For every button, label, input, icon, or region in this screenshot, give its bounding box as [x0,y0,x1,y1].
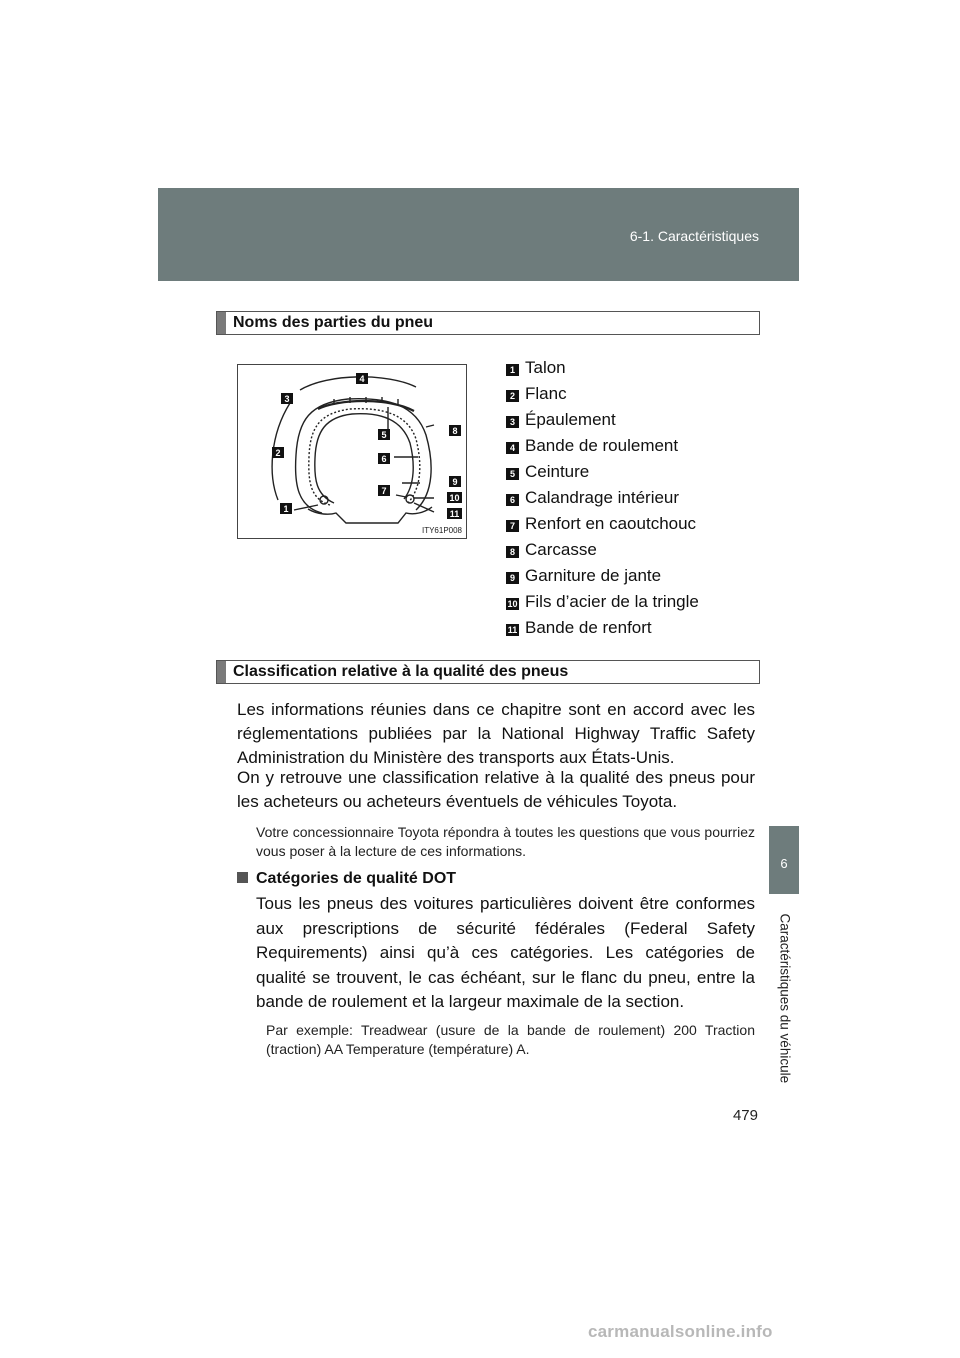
legend-number: 10 [507,599,518,609]
legend-number: 8 [506,546,519,558]
legend-number: 7 [506,520,519,532]
heading-bar [217,661,226,683]
legend-label: Bande de renfort [525,618,652,637]
svg-text:2: 2 [275,448,281,458]
legend-label: Ceinture [525,462,590,481]
note-dealer: Votre concessionnaire Toyota répondra à toutes les questions que vous pourriez vous poser à la lecture de ces informations. [256,824,755,859]
section-heading-tire-parts [216,311,760,335]
svg-text:5: 5 [381,430,387,440]
legend-number: 5 [506,468,519,480]
legend-label: Renfort en caoutchouc [525,514,697,533]
legend-label: Fils d’acier de la tringle [525,592,699,611]
legend-number: 9 [506,572,519,584]
legend-number: 2 [506,390,519,402]
section-heading-quality-classification [216,660,760,684]
paragraph-toyota-buyers: On y retrouve une classification relative à la qualité des pneus pour les acheteurs ou acheteurs éventuels de véhicules Toyota. [237,768,755,811]
section-title: Noms des parties du pneu [233,314,434,331]
watermark: carmanualsonline.info [588,1322,773,1341]
svg-text:8: 8 [452,426,458,436]
tire-diagram [237,364,467,539]
legend-label: Flanc [525,384,567,403]
svg-text:3: 3 [284,394,290,404]
section-title: Classification relative à la qualité des pneus [233,663,569,680]
legend-number: 1 [506,364,519,376]
paragraph-dot-requirements: Tous les pneus des voitures particulières doivent être conformes aux prescriptions de sécurité fédérales (Federal Safety Requirements) ainsi qu’à ces catégories. Les catégories de qualité se trouvent, le cas échéant, sur le flanc du pneu, entre la bande de roulement et la largeur maximale de la section. [256,894,755,1011]
legend-label: Garniture de jante [525,566,662,585]
legend-label: Talon [525,358,566,377]
chapter-label: Caractéristiques du véhicule [777,913,793,1084]
svg-text:11: 11 [449,509,460,519]
svg-text:4: 4 [359,374,365,384]
chapter-tab [769,826,799,894]
legend-number: 3 [506,416,519,428]
note-example: Par exemple: Treadwear (usure de la bande de roulement) 200 Traction (traction) AA Temperature (température) A. [266,1022,755,1057]
page-number: 479 [732,1107,758,1124]
legend-number: 4 [506,442,519,454]
subheading-text: Catégories de qualité DOT [256,870,457,887]
legend-label: Bande de roulement [525,436,679,455]
legend-label: Carcasse [525,540,597,559]
heading-bar [217,312,226,334]
legend-label: Épaulement [525,410,616,429]
svg-text:10: 10 [449,493,460,503]
chapter-side-label [773,913,797,1096]
legend-number: 6 [506,494,519,506]
figure-code: ITY61P008 [421,526,462,535]
square-bullet-icon [237,872,248,883]
legend-label: Calandrage intérieur [525,488,680,507]
page-header [158,188,799,281]
paragraph-nhtsa: Les informations réunies dans ce chapitre sont en accord avec les réglementations publiées par la National Highway Traffic Safety Administration du Ministère des transports aux États-Unis. [237,700,755,767]
legend-number: 11 [507,625,518,635]
svg-text:6: 6 [381,454,387,464]
tire-cross-section-illustration [238,365,466,538]
breadcrumb: 6-1. Caractéristiques [629,228,759,244]
svg-text:1: 1 [283,504,289,514]
chapter-number: 6 [780,856,788,871]
svg-text:9: 9 [452,477,458,487]
svg-text:7: 7 [381,486,387,496]
subheading-dot-grades [237,870,456,888]
